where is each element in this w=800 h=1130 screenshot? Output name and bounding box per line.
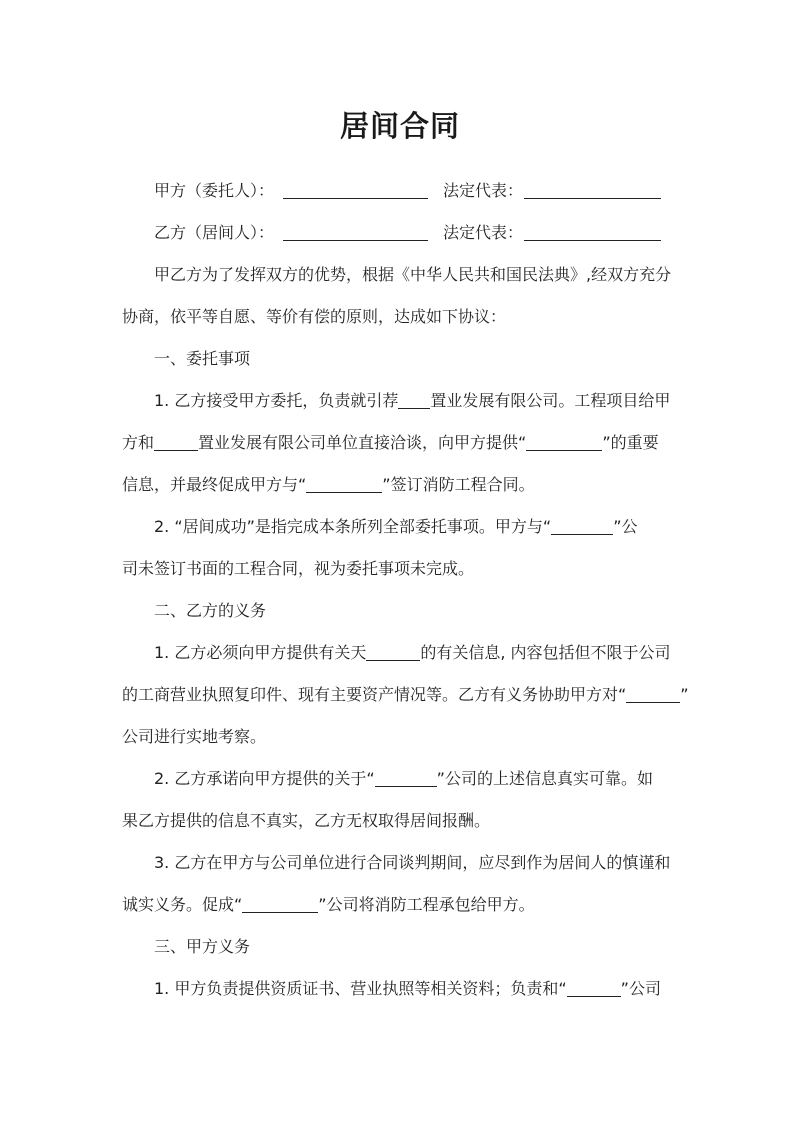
clause-2-3-line-2: 诚实义务。促成“ ”公司将消防工程承包给甲方。 <box>122 895 535 914</box>
clause-1-1-line-2: 方和 置业发展有限公司单位直接洽谈，向甲方提供“ ”的重要 <box>122 433 659 452</box>
document-title: 居间合同 <box>339 109 460 143</box>
party-b-label: 乙方（居间人）： <box>154 223 275 242</box>
section-heading-1: 一、委托事项 <box>154 349 251 368</box>
clause-1-2-line-1: 2. “居间成功”是指完成本条所列全部委托事项。甲方与“ ”公 <box>154 517 638 536</box>
party-a-label: 甲方（委托人）： <box>154 181 275 200</box>
section-heading-2: 二、乙方的义务 <box>154 601 267 620</box>
clause-1-1-line-3: 信息，并最终促成甲方与“ ”签订消防工程合同。 <box>122 475 535 494</box>
clause-2-2-line-2: 果乙方提供的信息不真实，乙方无权取得居间报酬。 <box>122 811 491 830</box>
clause-2-1-line-1: 1. 乙方必须向甲方提供有关天 的有关信息, 内容包括但不限于公司 <box>154 643 671 662</box>
clause-1-2-line-2: 司未签订书面的工程合同，视为委托事项未完成。 <box>122 559 475 578</box>
party-b-name-blank <box>283 223 428 243</box>
section-heading-3: 三、甲方义务 <box>154 937 251 956</box>
clause-3-1-line-1: 1. 甲方负责提供资质证书、营业执照等相关资料；负责和“ ”公司 <box>154 979 661 998</box>
clause-2-3-line-1: 3. 乙方在甲方与公司单位进行合同谈判期间，应尽到作为居间人的慎谨和 <box>154 853 671 872</box>
clause-1-1-line-1: 1. 乙方接受甲方委托，负责就引荐 置业发展有限公司。工程项目给甲 <box>154 391 671 410</box>
party-a-name-blank <box>283 181 428 201</box>
clause-2-2-line-1: 2. 乙方承诺向甲方提供的关于“ ”公司的上述信息真实可靠。如 <box>154 769 653 788</box>
clause-2-1-line-2: 的工商营业执照复印件、现有主要资产情况等。乙方有义务协助甲方对“ ” <box>122 685 689 704</box>
party-a-rep-blank <box>524 181 661 201</box>
party-b-rep-blank <box>524 223 661 243</box>
preamble-line-1: 甲乙方为了发挥双方的优势，根据《中华人民共和国民法典》,经双方充分 <box>154 265 672 284</box>
party-b-rep-label: 法定代表： <box>443 223 524 242</box>
preamble-line-2: 协商，依平等自愿、等价有偿的原则，达成如下协议： <box>122 307 507 326</box>
clause-2-1-line-3: 公司进行实地考察。 <box>122 727 267 746</box>
party-a-rep-label: 法定代表： <box>443 181 524 200</box>
